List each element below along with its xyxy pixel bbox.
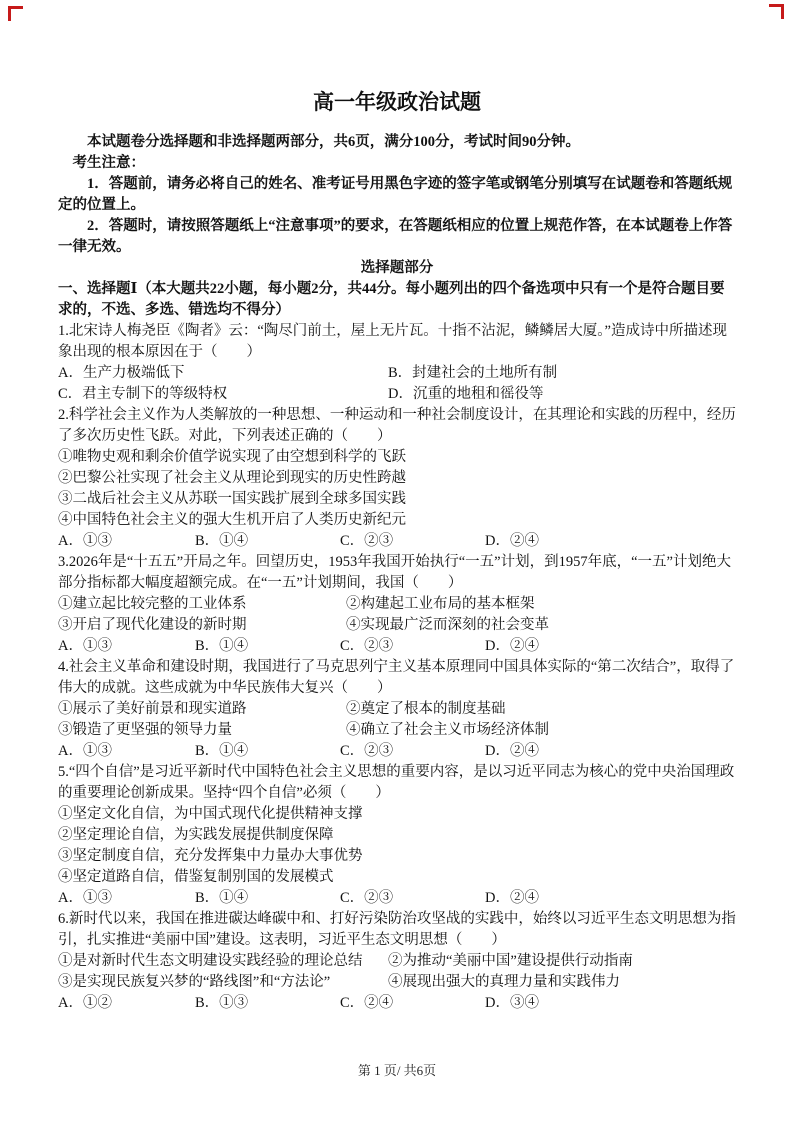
- choice-a: A．①③: [58, 890, 112, 906]
- question-stem: 1.北宋诗人梅尧臣《陶者》云：“陶尽门前土，屋上无片瓦。十指不沾泥，鳞鳞居大厦。”造成诗中所描述现象出现的根本原因在于（ ）: [58, 323, 727, 360]
- page-footer: 第 1 页/ 共6页: [357, 1063, 437, 1078]
- subitem-row: [58, 699, 736, 720]
- subitem-4: ④中国特色社会主义的强大生机开启了人类历史新纪元: [58, 512, 406, 528]
- choice-c: C．②④: [340, 995, 394, 1011]
- choice-b: B．①④: [195, 743, 249, 759]
- choice-d: D．③④: [485, 995, 539, 1011]
- subitem-3: ③二战后社会主义从苏联一国实践扩展到全球多国实践: [58, 491, 406, 507]
- subitem-1: ①唯物史观和剩余价值学说实现了由空想到科学的飞跃: [58, 449, 406, 465]
- choice-a: A．①②: [58, 995, 112, 1011]
- choice-c: C．②③: [340, 533, 394, 549]
- choice-d: D．②④: [485, 638, 539, 654]
- choice-a: A．①③: [58, 533, 112, 549]
- subitem-4: ④展现出强大的真理力量和实践伟力: [388, 974, 620, 990]
- subitem-row: [58, 972, 736, 993]
- subitem-2: ②奠定了根本的制度基础: [346, 701, 506, 717]
- choice-row: [58, 384, 736, 405]
- subitem-row: [58, 615, 736, 636]
- choice-d: D．②④: [485, 533, 539, 549]
- choice-b: B．①③: [195, 995, 249, 1011]
- choice-d: D．沉重的地租和徭役等: [388, 386, 544, 402]
- choice-c: C．君主专制下的等级特权: [58, 386, 228, 402]
- question-stem: 2.科学社会主义作为人类解放的一种思想、一种运动和一种社会制度设计，在其理论和实践的历程中，经历了多次历史性飞跃。对此，下列表述正确的（ ）: [58, 407, 736, 444]
- subitem-2: ②为推动“美丽中国”建设提供行动指南: [388, 953, 633, 969]
- choice-c: C．②③: [340, 743, 394, 759]
- choice-d: D．②④: [485, 890, 539, 906]
- choice-a: A．①③: [58, 743, 112, 759]
- choice-b: B．①④: [195, 638, 249, 654]
- part-heading: 一、选择题Ⅰ（本大题共22小题，每小题2分，共44分。每小题列出的四个备选项中只有一个是符合题目要求的，不选、多选、错选均不得分）: [58, 281, 725, 318]
- subitem-3: ③锻造了更坚强的领导力量: [58, 722, 232, 738]
- answer-row: [58, 888, 736, 909]
- notice-item-2: 2．答题时，请按照答题纸上“注意事项”的要求，在答题纸相应的位置上规范作答，在本试题卷上作答一律无效。: [58, 218, 733, 255]
- subitem-2: ②坚定理论自信，为实践发展提供制度保障: [58, 827, 334, 843]
- choice-a: A．生产力极端低下: [58, 365, 185, 381]
- question-2: [58, 405, 736, 552]
- choice-c: C．②③: [340, 638, 394, 654]
- answer-row: [58, 741, 736, 762]
- question-6: [58, 909, 736, 1014]
- section-title: 选择题部分: [360, 260, 434, 276]
- question-5: [58, 762, 736, 909]
- choice-d: D．②④: [485, 743, 539, 759]
- subitem-3: ③开启了现代化建设的新时期: [58, 617, 247, 633]
- subitem-3: ③是实现民族复兴梦的“路线图”和“方法论”: [58, 974, 331, 990]
- subitem-4: ④实现最广泛而深刻的社会变革: [346, 617, 549, 633]
- subitem-3: ③坚定制度自信，充分发挥集中力量办大事优势: [58, 848, 363, 864]
- question-4: [58, 657, 736, 762]
- subitem-4: ④坚定道路自信，借鉴复制别国的发展模式: [58, 869, 334, 885]
- question-stem: 5.“四个自信”是习近平新时代中国特色社会主义思想的重要内容，是以习近平同志为核心的党中央治国理政的重要理论创新成果。坚持“四个自信”必须（ ）: [58, 764, 735, 801]
- answer-row: [58, 636, 736, 657]
- subitem-4: ④确立了社会主义市场经济体制: [346, 722, 549, 738]
- notice-item-1: 1．答题前，请务必将自己的姓名、准考证号用黑色字迹的签字笔或钢笔分别填写在试题卷和答题纸规定的位置上。: [58, 176, 733, 213]
- choice-c: C．②③: [340, 890, 394, 906]
- subitem-2: ②构建起工业布局的基本框架: [346, 596, 535, 612]
- subitem-1: ①建立起比较完整的工业体系: [58, 596, 247, 612]
- notice-title: 考生注意：: [72, 155, 145, 171]
- subitem-2: ②巴黎公社实现了社会主义从理论到现实的历史性跨越: [58, 470, 406, 486]
- answer-row: [58, 531, 736, 552]
- choice-b: B．①④: [195, 533, 249, 549]
- subitem-row: [58, 594, 736, 615]
- answer-row: [58, 993, 736, 1014]
- subitem-1: ①坚定文化自信，为中国式现代化提供精神支撑: [58, 806, 363, 822]
- choice-b: B．封建社会的土地所有制: [388, 365, 558, 381]
- question-stem: 4.社会主义革命和建设时期，我国进行了马克思列宁主义基本原理同中国具体实际的“第二次结合”，取得了伟大的成就。这些成就为中华民族伟大复兴（ ）: [58, 659, 735, 696]
- question-3: [58, 552, 736, 657]
- choice-a: A．①③: [58, 638, 112, 654]
- question-1: [58, 321, 736, 405]
- choice-row: [58, 363, 736, 384]
- subitem-row: [58, 720, 736, 741]
- question-stem: 3.2026年是“十五五”开局之年。回望历史，1953年我国开始执行“一五”计划，到1957年底，“一五”计划绝大部分指标都大幅度超额完成。在“一五”计划期间，我国（ ）: [58, 554, 731, 591]
- choice-b: B．①④: [195, 890, 249, 906]
- exam-intro: 本试题卷分选择题和非选择题两部分，共6页，满分100分，考试时间90分钟。: [87, 134, 580, 150]
- question-stem: 6.新时代以来，我国在推进碳达峰碳中和、打好污染防治攻坚战的实践中，始终以习近平生态文明思想为指引，扎实推进“美丽中国”建设。这表明，习近平生态文明思想（ ）: [58, 911, 736, 948]
- subitem-1: ①是对新时代生态文明建设实践经验的理论总结: [58, 953, 363, 969]
- subitem-1: ①展示了美好前景和现实道路: [58, 701, 247, 717]
- page-title: 高一年级政治试题: [313, 90, 481, 114]
- subitem-row: [58, 951, 736, 972]
